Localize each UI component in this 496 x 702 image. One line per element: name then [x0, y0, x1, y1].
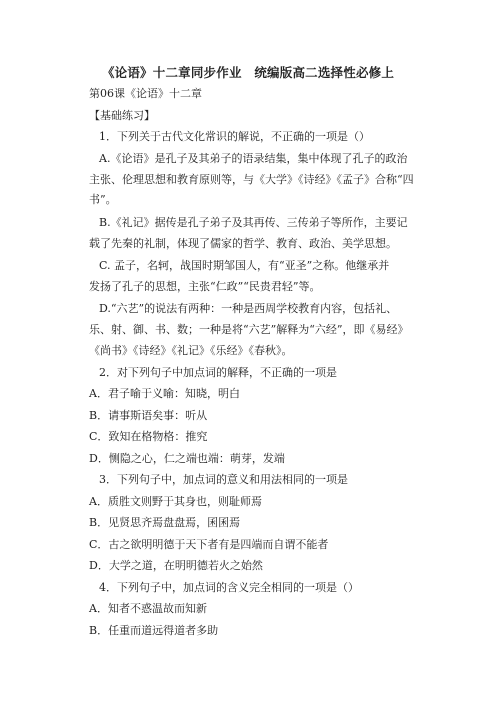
- document-title: 《论语》十二章同步作业 统编版高二选择性必修上: [101, 65, 395, 80]
- option-1d-line1: D.“六艺”的说法有两种：一种是西周学校教育内容，包括礼、: [99, 302, 398, 315]
- option-4a: A．知者不惑温故而知新: [89, 602, 207, 615]
- option-1b-line2: 载了先秦的礼制，体现了儒家的哲学、教育、政治、美学思想。: [89, 237, 397, 250]
- option-1a-line1: A.《论语》是孔子及其弟子的语录结集，集中体现了孔子的政治: [99, 152, 408, 165]
- option-1a-line2: 主张、伦理思想和教育原则等，与《大学》《诗经》《孟子》合称“四: [89, 173, 414, 186]
- option-3b: B．见贤思齐焉盘盘焉，囷囷焉: [89, 516, 241, 529]
- option-2d: D．恻隐之心，仁之端也端：萌芽，发端: [89, 452, 285, 465]
- question-3: 3．下列句子中，加点词的意义和用法相同的一项是: [99, 473, 348, 486]
- option-1d-line2: 乐、射、御、书、数；一种是将“六艺”解释为“六经”，即《易经》: [89, 323, 409, 336]
- option-3a: A．质胜文则野于其身也，则耻师焉: [89, 495, 262, 508]
- option-2c: C．致知在格物格：推究: [89, 430, 208, 443]
- option-1c-line2: 发扬了孔子的思想，主张“仁政”“民贵君轻”等。: [89, 280, 321, 293]
- option-2a: A．君子喻于义喻：知晓，明白: [89, 387, 240, 400]
- option-1b-line1: B.《礼记》据传是孔子弟子及其再传、三传弟子等所作，主要记: [99, 216, 408, 229]
- question-1: 1．下列关于古代文化常识的解说，不正确的一项是（）: [99, 130, 370, 143]
- option-1c-line1: C. 孟子，名轲，战国时期邹国人，有“亚圣”之称。他继承并: [99, 259, 390, 272]
- option-1a-line3: 书”。: [89, 193, 117, 206]
- lesson-heading: 第06课《论语》十二章: [89, 87, 202, 100]
- option-3c: C．古之欲明明德于天下者有是四端而自谓不能者: [89, 538, 329, 551]
- question-2: 2．对下列句子中加点词的解释，不正确的一项是: [99, 366, 337, 379]
- question-4: 4．下列句子中，加点词的含义完全相同的一项是（）: [99, 581, 359, 594]
- option-4b: B．任重而道远得道者多助: [89, 624, 219, 637]
- section-heading: 【基础练习】: [89, 109, 155, 122]
- option-3d: D．大学之道，在明明德若火之始然: [89, 559, 263, 572]
- option-2b: B．请事斯语矣事：听从: [89, 409, 208, 422]
- option-1d-line3: 《尚书》《诗经》《礼记》《乐经》《春秋》。: [89, 344, 293, 357]
